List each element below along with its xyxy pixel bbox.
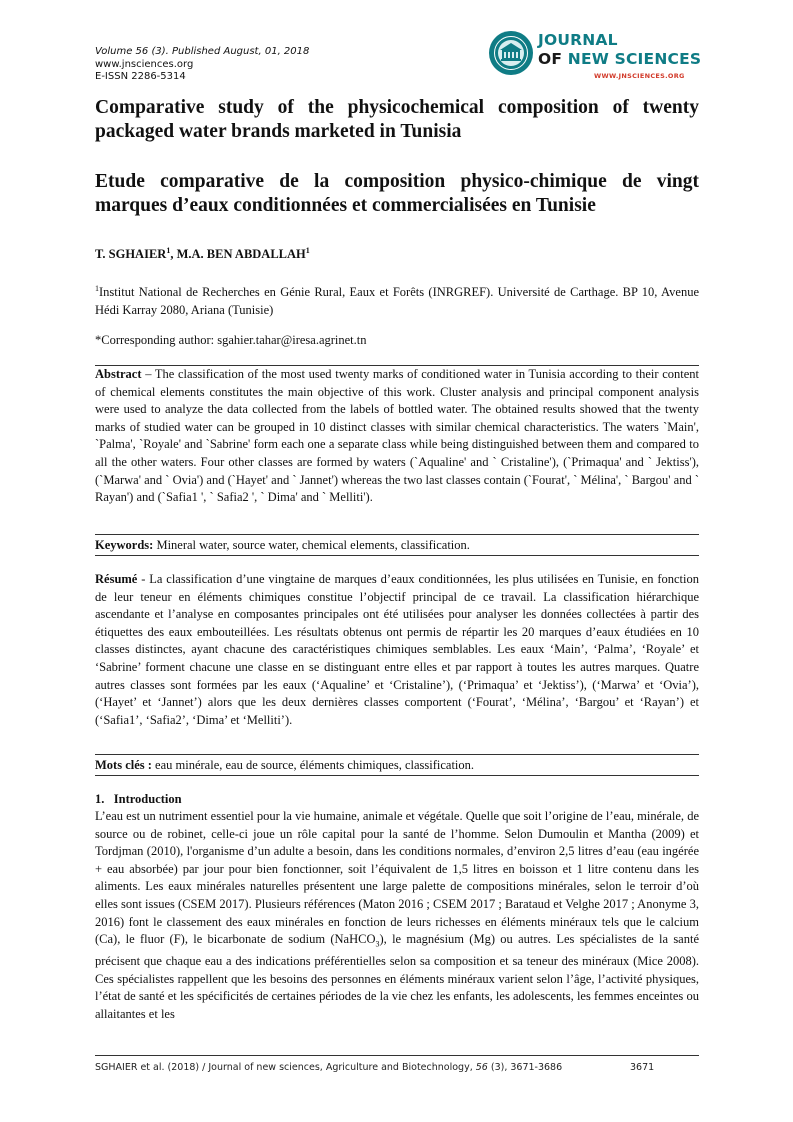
page-number: 3671 [630, 1062, 655, 1073]
footer-divider [95, 1055, 699, 1056]
logo-new-sciences [538, 50, 701, 68]
abstract [95, 366, 699, 507]
affiliation-text: Institut National de Recherches en Génie Rural, Eaux et Forêts (INRGREF). Université de Carthage. BP 10, Avenue Hédi Karray 2080, Ariana (Tunisie) [95, 285, 699, 317]
divider [95, 754, 699, 755]
affiliation-mark: 1 [95, 284, 99, 293]
logo-journal: JOURNAL [538, 31, 618, 49]
resume-text: - La classification d’une vingtaine de marques d’eaux conditionnées, les plus utilisées en Tunisie, en fonction de leur teneur en éléments chimiques constitue l’objectif principal de ce travail. La classification hiérarchique ascendante et l’analyse en composantes principales ont été utilisées pour analyser les données collectées à partir des étiquettes des eaux embouteillées. Les résultats obtenus ont permis de répartir les 20 marques d’eaux étudiées en 10 classes distinctes, ayant chacune des caractéristiques chimiques semblables. Les eaux ‘Main’, ‘Palma’, ‘Royale’ et ‘Sabrine’ forment chacune une classe en se distinguant entre elles et par rapport à toutes les autres marques. Quatre autres classes sont formées par les eaux (‘Aqualine’ et ‘Cristaline’), (‘Primaqua’ et ‘Jektiss’), (‘Marwa’ et ‘Ovia’), (‘Hayet’ et ‘Jannet’) alors que les deux dernières classes comportent (‘Fourat’, ‘Mélina’, ‘Bargou’ et ‘Rayan’) et (‘Safia1’, ‘Safia2’, ‘Dima’ et ‘Melliti’). [95, 572, 699, 727]
footer [95, 1062, 655, 1073]
divider [95, 555, 699, 556]
introduction-text-1: L’eau est un nutriment essentiel pour la vie humaine, animale et végétale. Quelle que soit l’origine de l’eau, minérale, de source ou de robinet, celle-ci joue un rôle capital pour la santé de l’homme. Selon Dumoulin et Mantha (2009) et Tordjman (2010), l'organisme d’un adulte a besoin, dans les conditions normales, d’environ 2,5 litres d’eau (eau ingérée + eau absorbée) par jour pour bien fonctionner, soit l’équivalent de 1,5 litres en boisson et 1 litre contenu dans les aliments. Les eaux minérales naturelles présentent une large palette de compositions minérales, selon le terroir d’où elles sont issues (CSEM 2017). Plusieurs références (Maton 2016 ; CSEM 2017 ; Barataud et Velghe 2017 ; Anonyme 3, 2016) font le classement des eaux minérales en fonction de leurs richesses en éléments minéraux tels que le calcium (Ca), le fluor (F), le bicarbonate de sodium (NaHCO [95, 809, 699, 947]
journal-header [95, 46, 309, 84]
journal-seal-icon [488, 30, 534, 76]
keywords [95, 537, 699, 555]
authors [95, 246, 310, 262]
citation-volume: 56 [475, 1062, 488, 1073]
journal-website[interactable]: www.jnsciences.org [95, 58, 194, 70]
corresponding-author: *Corresponding author: sgahier.tahar@iresa.agrinet.tn [95, 333, 367, 347]
title-english: Comparative study of the physicochemical composition of twenty packaged water brands marketed in Tunisia [95, 97, 699, 142]
author-separator: , [170, 247, 177, 262]
logo-new-sciences-text: NEW SCIENCES [562, 50, 702, 68]
journal-logo [488, 28, 703, 90]
mots-cles [95, 757, 699, 775]
citation-post: (3), 3671-3686 [487, 1062, 563, 1073]
section-heading-introduction: 1. Introduction [95, 792, 182, 806]
divider [95, 775, 699, 776]
volume-info: Volume 56 (3). Published August, 01, 2018 [95, 46, 310, 57]
keywords-text: Mineral water, source water, chemical elements, classification. [153, 538, 470, 552]
eissn: E-ISSN 2286-5314 [95, 71, 186, 82]
author-2: M.A. BEN ABDALLAH [176, 247, 306, 262]
resume [95, 571, 699, 729]
citation-pre: SGHAIER et al. (2018) / Journal of new sciences, Agriculture and Biotechnology, [95, 1062, 476, 1073]
subscript-3: 3 [375, 939, 380, 949]
keywords-label: Keywords: [95, 538, 154, 552]
affiliation [95, 280, 699, 319]
logo-url[interactable]: WWW.JNSCIENCES.ORG [594, 72, 685, 80]
author-2-affiliation-mark: 1 [305, 246, 310, 255]
mots-cles-text: eau minérale, eau de source, éléments chimiques, classification. [151, 758, 475, 772]
logo-of: OF [538, 50, 563, 68]
mots-cles-label: Mots clés : [95, 758, 152, 772]
introduction-body [95, 808, 699, 1024]
author-1-affiliation-mark: 1 [166, 246, 171, 255]
title-french: Etude comparative de la composition physico-chimique de vingt marques d’eaux conditionnées et commercialisées en Tunisie [95, 171, 699, 216]
abstract-label: Abstract [95, 367, 142, 381]
abstract-text: – The classification of the most used twenty marks of conditioned water in Tunisia according to their content of chemical elements constitutes the main objective of this work. Cluster analysis and principal component analysis were used to analyze the data collected from the labels of bottled water. The obtained results showed that the twenty marks of studied water can be grouped in 10 distinct classes with similar chemical characteristics. The waters `Main', `Palma', `Royale' and `Sabrine' form each one a separate class while being distinguished between them and compared to all the other waters. Four other classes are formed by waters (`Aqualine' and ` Cristaline'), (`Primaqua' and ` Jektiss'), (`Marwa' and ` Ovia') and (`Hayet' and ` Jannet') whereas the two last classes contain (`Fourat', ` Mélina', ` Bargou' and ` Rayan') and (`Safia1 ', ` Safia2 ', ` Dima' and ` Melliti'). [95, 367, 699, 505]
author-1: T. SGHAIER [95, 247, 167, 262]
divider [95, 534, 699, 535]
resume-label: Résumé [95, 572, 138, 586]
introduction-text-2: ), le magnésium (Mg) ou autres. Les spécialistes de la santé précisent que chaque eau a des indications préférentielles selon sa composition et sa teneur des minéraux (Mice 2008). Ces spécialistes rappellent que les besoins des personnes en éléments minéraux varient selon l’âge, l’activité physiques, l’état de santé et les spécificités de certaines périodes de la vie chez les enfants, les adolescents, les femmes enceintes ou allaitantes et les [95, 932, 700, 1022]
